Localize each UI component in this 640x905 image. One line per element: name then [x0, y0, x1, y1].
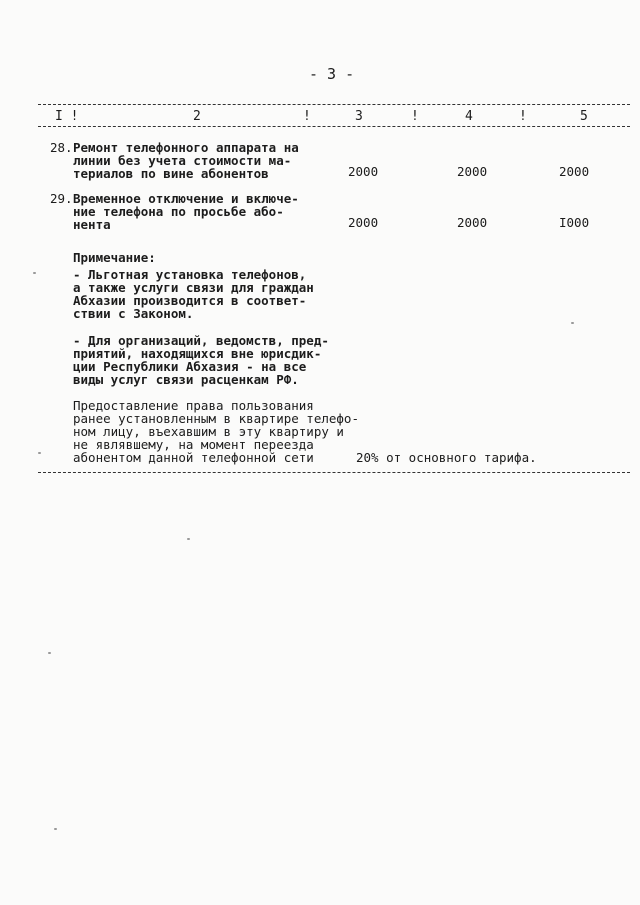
- note-paragraph-line: - Льготная установка телефонов,: [73, 267, 307, 282]
- note-paragraph-line: Абхазии производится в соответ-: [73, 293, 307, 308]
- note-paragraph-line: не являвшему, на момент переезда: [73, 437, 314, 452]
- note-paragraph-line: ранее установленным в квартире телефо-: [73, 411, 359, 426]
- note-paragraph-line: виды услуг связи расценкам РФ.: [73, 372, 299, 387]
- table-header-rule: [38, 126, 630, 127]
- row-value-col5: 2000: [559, 164, 590, 179]
- scan-speck: [33, 272, 36, 274]
- scan-speck: [54, 828, 57, 830]
- table-bottom-rule: [38, 472, 630, 473]
- row-description-line: териалов по вине абонентов: [73, 166, 269, 181]
- table-top-rule: [38, 104, 630, 105]
- row-value-col3: 2000: [348, 164, 379, 179]
- row-value-col5: I000: [559, 215, 590, 230]
- note-paragraph-line: - Для организаций, ведомств, пред-: [73, 333, 329, 348]
- column-header-4: 4: [465, 109, 473, 124]
- page-number: - 3 -: [309, 65, 355, 83]
- note-paragraph-line: ном лицу, въехавшим в эту квартиру и: [73, 424, 344, 439]
- scan-speck: [187, 538, 190, 540]
- column-separator: !: [411, 109, 419, 124]
- column-header-2: 2: [193, 109, 201, 124]
- note-paragraph-line: Предоставление права пользования: [73, 398, 314, 413]
- row-description-line: ние телефона по просьбе або-: [73, 204, 284, 219]
- column-separator: !: [519, 109, 527, 124]
- row-description-line: Временное отключение и включе-: [73, 191, 299, 206]
- row-number: 29.: [50, 191, 73, 206]
- scan-speck: [48, 652, 51, 654]
- column-separator: !: [303, 109, 311, 124]
- note-rate: 20% от основного тарифа.: [356, 450, 537, 465]
- row-description-line: Ремонт телефонного аппарата на: [73, 140, 299, 155]
- note-paragraph-line: приятий, находящихся вне юрисдик-: [73, 346, 322, 361]
- column-header-5: 5: [580, 109, 588, 124]
- note-title: Примечание:: [73, 250, 156, 265]
- row-value-col3: 2000: [348, 215, 379, 230]
- note-paragraph-line: ции Республики Абхазия - на все: [73, 359, 307, 374]
- note-paragraph-line: абонентом данной телефонной сети: [73, 450, 314, 465]
- row-number: 28.: [50, 140, 73, 155]
- row-description-line: нента: [73, 217, 111, 232]
- scan-speck: [38, 452, 41, 454]
- note-paragraph-line: а также услуги связи для граждан: [73, 280, 314, 295]
- column-header-3: 3: [355, 109, 363, 124]
- scan-speck: [571, 322, 574, 324]
- row-description-line: линии без учета стоимости ма-: [73, 153, 292, 168]
- column-header-1: I !: [55, 109, 79, 124]
- row-value-col4: 2000: [457, 164, 488, 179]
- note-paragraph-line: ствии с Законом.: [73, 306, 194, 321]
- row-value-col4: 2000: [457, 215, 488, 230]
